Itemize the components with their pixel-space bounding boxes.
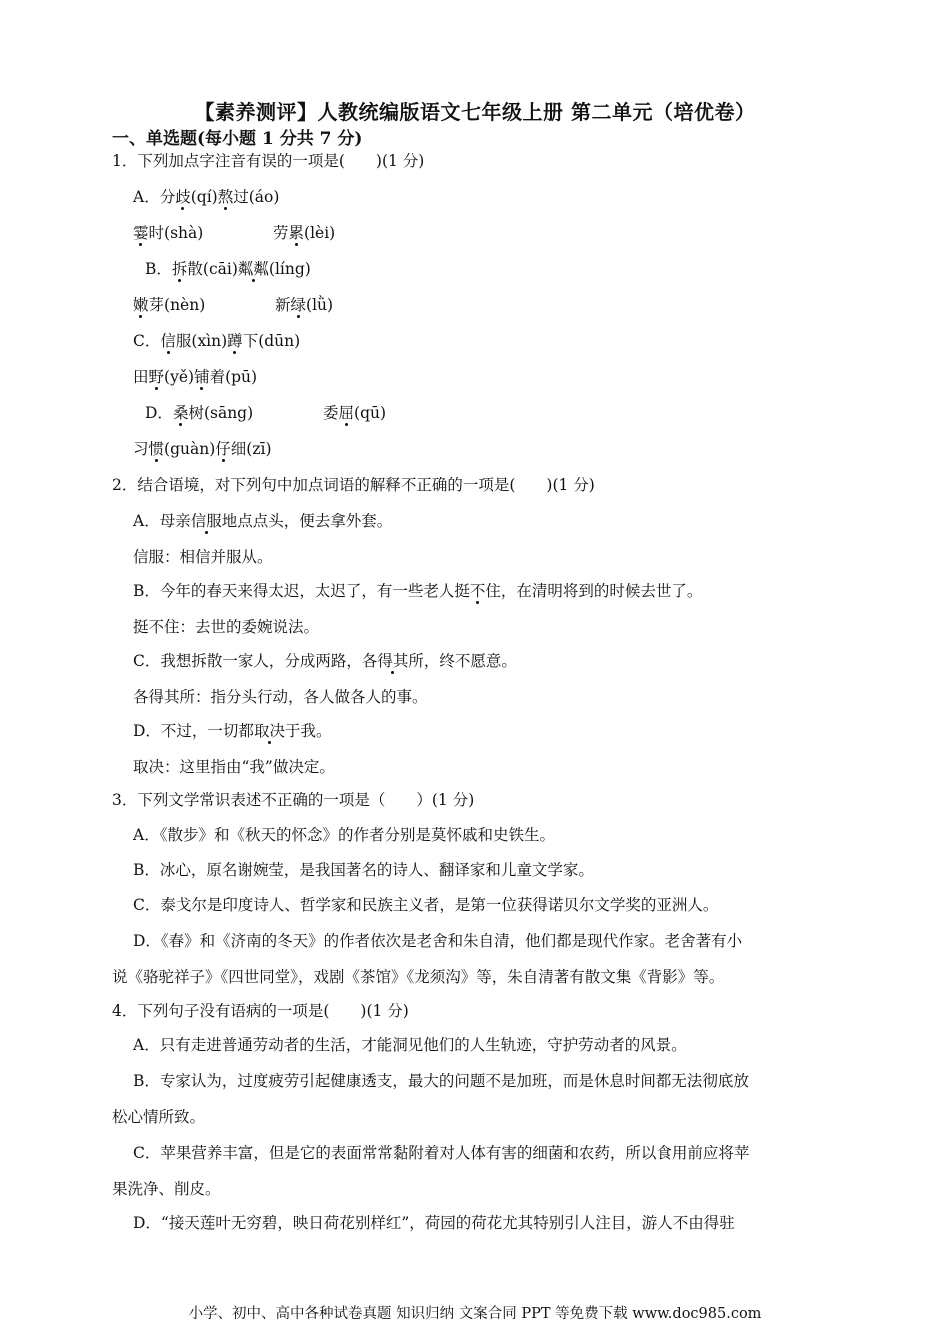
q1-option-b <box>145 258 311 280</box>
q2-option-b-explanation: 挺不住：去世的委婉说法。 <box>133 618 320 636</box>
q2-option-a-explanation: 信服：相信并服从。 <box>133 548 273 566</box>
text: A．分 <box>133 188 176 206</box>
dotted-char: 嫩 <box>133 296 149 314</box>
q1-option-a-line2b <box>273 222 335 244</box>
text: 着(pū) <box>209 368 258 386</box>
text: 时(shà) <box>148 224 204 242</box>
dotted-word: 取决 <box>253 722 285 740</box>
q3-option-c: C．泰戈尔是印度诗人、哲学家和民族主义者，是第一位获得诺贝尔文学奖的亚洲人。 <box>133 896 719 914</box>
dotted-char: 熬 <box>217 188 234 206</box>
text: (lǜ) <box>306 296 334 314</box>
q3-option-d-cont: 说《骆驼祥子》《四世同堂》，戏剧《茶馆》《龙须沟》等，朱自清著有散文集《背影》等。 <box>112 968 725 986</box>
q4-option-b-cont: 松心情所致。 <box>112 1108 206 1126</box>
q3-option-b: B．冰心，原名谢婉莹，是我国著名的诗人、翻译家和儿童文学家。 <box>133 861 594 879</box>
q2-option-c <box>133 650 517 672</box>
q1-option-c <box>133 330 300 352</box>
dotted-char: 信 <box>160 332 176 350</box>
dotted-char: 蹲 <box>227 332 243 350</box>
dotted-char: 野 <box>148 368 165 386</box>
text: 习 <box>133 440 149 458</box>
text: 散(cāi) <box>187 260 238 278</box>
dotted-word: 各得其所 <box>361 652 424 670</box>
text: C． <box>133 332 161 350</box>
q4-option-c-cont: 果洗净、削皮。 <box>112 1180 221 1198</box>
q1-option-d-line2 <box>133 438 272 460</box>
text: ，终不愿意。 <box>423 652 517 670</box>
text: 地点点头，便去拿外套。 <box>221 512 393 530</box>
q1-option-c-line2 <box>133 366 257 388</box>
question-4-stem: 4．下列句子没有语病的一项是( )(1 分) <box>112 1002 409 1020</box>
q2-option-b <box>133 580 702 602</box>
question-1-stem: 1．下列加点字注音有误的一项是( )(1 分) <box>112 152 425 170</box>
text: 于我。 <box>284 722 332 740</box>
q4-option-d: D．“接天莲叶无穷碧，映日荷花别样红”，荷园的荷花尤其特别引人注目，游人不由得驻 <box>133 1214 735 1232</box>
text: 田 <box>133 368 149 386</box>
q1-option-b-line2a <box>133 294 205 316</box>
dotted-char: 铺 <box>194 368 210 386</box>
text: 过(áo) <box>233 188 280 206</box>
question-3-stem: 3．下列文学常识表述不正确的一项是（ ）(1 分) <box>112 791 475 809</box>
text: B．今年的春天来得太迟，太迟了，有一些老人 <box>133 582 455 600</box>
text: (lèi) <box>304 224 336 242</box>
text: 树(sāng) <box>188 404 254 422</box>
dotted-char: 歧 <box>175 188 191 206</box>
text: 下(dūn) <box>242 332 301 350</box>
text: 新 <box>275 296 291 314</box>
q1-option-d <box>145 402 253 424</box>
dotted-char: 屈 <box>338 404 355 422</box>
text: 服(xìn) <box>175 332 228 350</box>
question-2-stem: 2．结合语境，对下列句中加点词语的解释不正确的一项是( )(1 分) <box>112 476 595 494</box>
text: (guàn) <box>164 440 216 458</box>
q2-option-a <box>133 510 392 532</box>
q4-option-c: C．苹果营养丰富，但是它的表面常常黏附着对人体有害的细菌和农药，所以食用前应将苹 <box>133 1144 750 1162</box>
text: 劳 <box>273 224 289 242</box>
dotted-char: 仔 <box>215 440 231 458</box>
text: (qí) <box>190 188 218 206</box>
dotted-char: 绿 <box>290 296 307 314</box>
page-footer: 小学、初中、高中各种试卷真题 知识归纳 文案合同 PPT 等免费下载 www.doc985.com <box>188 1306 762 1322</box>
text: C．我想拆散一家人，分成两路， <box>133 652 362 670</box>
dotted-word: 挺不住 <box>454 582 501 600</box>
q3-option-d: D．《春》和《济南的冬天》的作者依次是老舍和朱自清，他们都是现代作家。老舍著有小 <box>133 932 743 950</box>
dotted-char: 粼粼 <box>237 260 269 278</box>
page-title: 【素养测评】人教统编版语文七年级上册 第二单元（培优卷） <box>194 100 756 124</box>
dotted-char: 霎 <box>133 224 149 242</box>
q1-option-b-line2b <box>275 294 333 316</box>
text: A．母亲 <box>133 512 191 530</box>
text: D．不过，一切都 <box>133 722 254 740</box>
dotted-char: 桑 <box>172 404 189 422</box>
q1-option-d-line1b <box>323 402 386 424</box>
text: (líng) <box>268 260 311 278</box>
q2-option-c-explanation: 各得其所：指分头行动，各人做各人的事。 <box>133 688 428 706</box>
dotted-word: 信服 <box>190 512 222 530</box>
text: ，在清明将到的时候去世了。 <box>500 582 703 600</box>
dotted-char: 拆 <box>171 260 188 278</box>
text: (qū) <box>354 404 387 422</box>
q2-option-d <box>133 720 331 742</box>
q3-option-a: A．《散步》和《秋天的怀念》的作者分别是莫怀戚和史铁生。 <box>133 826 555 844</box>
q4-option-b: B．专家认为，过度疲劳引起健康透支，最大的问题不是加班，而是休息时间都无法彻底放 <box>133 1072 749 1090</box>
q4-option-a: A．只有走进普通劳动者的生活，才能洞见他们的人生轨迹，守护劳动者的风景。 <box>133 1036 687 1054</box>
text: 芽(nèn) <box>148 296 206 314</box>
q2-option-d-explanation: 取决：这里指由“我”做决定。 <box>133 758 335 776</box>
dotted-char: 惯 <box>148 440 165 458</box>
text: B． <box>145 260 172 278</box>
q1-option-a <box>133 186 279 208</box>
text: (yě) <box>164 368 195 386</box>
text: 委 <box>323 404 339 422</box>
text: 细(zī) <box>230 440 272 458</box>
q1-option-a-line2a <box>133 222 203 244</box>
section-heading: 一、单选题(每小题 1 分共 7 分) <box>112 129 363 149</box>
dotted-char: 累 <box>288 224 305 242</box>
text: D． <box>145 404 173 422</box>
